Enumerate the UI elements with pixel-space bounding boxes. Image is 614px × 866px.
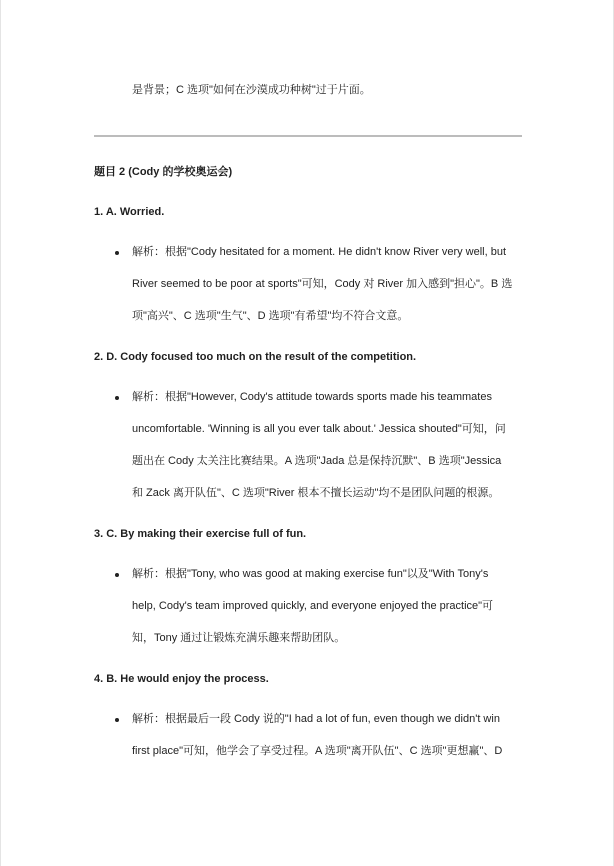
explanation-line: River seemed to be poor at sports"可知，Cody 对 River 加入感到"担心"。B 选 — [132, 278, 513, 290]
explanation-line: 解析：根据最后一段 Cody 说的"I had a lot of fun, even though we didn't win — [132, 713, 500, 725]
explanation-line: help, Cody's team improved quickly, and everyone enjoyed the practice"可 — [132, 600, 494, 612]
answer-heading: 3. C. By making their exercise full of fun. — [94, 528, 307, 540]
bullet-icon — [115, 396, 119, 400]
explanation-line: first place"可知，他学会了享受过程。A 选项"离开队伍"、C 选项"更想赢"、D — [132, 745, 503, 757]
intro-line: 是背景；C 选项"如何在沙漠成功种树"过于片面。 — [132, 84, 371, 96]
section-divider — [94, 135, 522, 137]
answer-heading: 1. A. Worried. — [94, 206, 165, 218]
explanation-line: 解析：根据"Cody hesitated for a moment. He didn't know River very well, but — [132, 246, 507, 258]
bullet-icon — [115, 251, 119, 255]
answer-heading: 4. B. He would enjoy the process. — [94, 673, 269, 685]
bullet-icon — [115, 573, 119, 577]
explanation-line: 题出在 Cody 太关注比赛结果。A 选项"Jada 总是保持沉默"、B 选项"Jessica — [132, 455, 502, 467]
bullet-icon — [115, 718, 119, 722]
explanation-line: 解析：根据"Tony, who was good at making exercise fun"以及"With Tony's — [132, 568, 489, 580]
explanation-line: uncomfortable. 'Winning is all you ever talk about.' Jessica shouted"可知，问 — [132, 423, 506, 435]
answer-heading: 2. D. Cody focused too much on the result of the competition. — [94, 351, 417, 363]
section-title: 题目 2 (Cody 的学校奥运会) — [94, 166, 233, 178]
explanation-line: 知，Tony 通过让锻炼充满乐趣来帮助团队。 — [132, 632, 346, 644]
explanation-line: 和 Zack 离开队伍"、C 选项"River 根本不擅长运动"均不是团队问题的根源。 — [132, 487, 500, 499]
explanation-line: 项"高兴"、C 选项"生气"、D 选项"有希望"均不符合文意。 — [132, 310, 409, 322]
explanation-line: 解析：根据"However, Cody's attitude towards sports made his teammates — [132, 391, 492, 403]
